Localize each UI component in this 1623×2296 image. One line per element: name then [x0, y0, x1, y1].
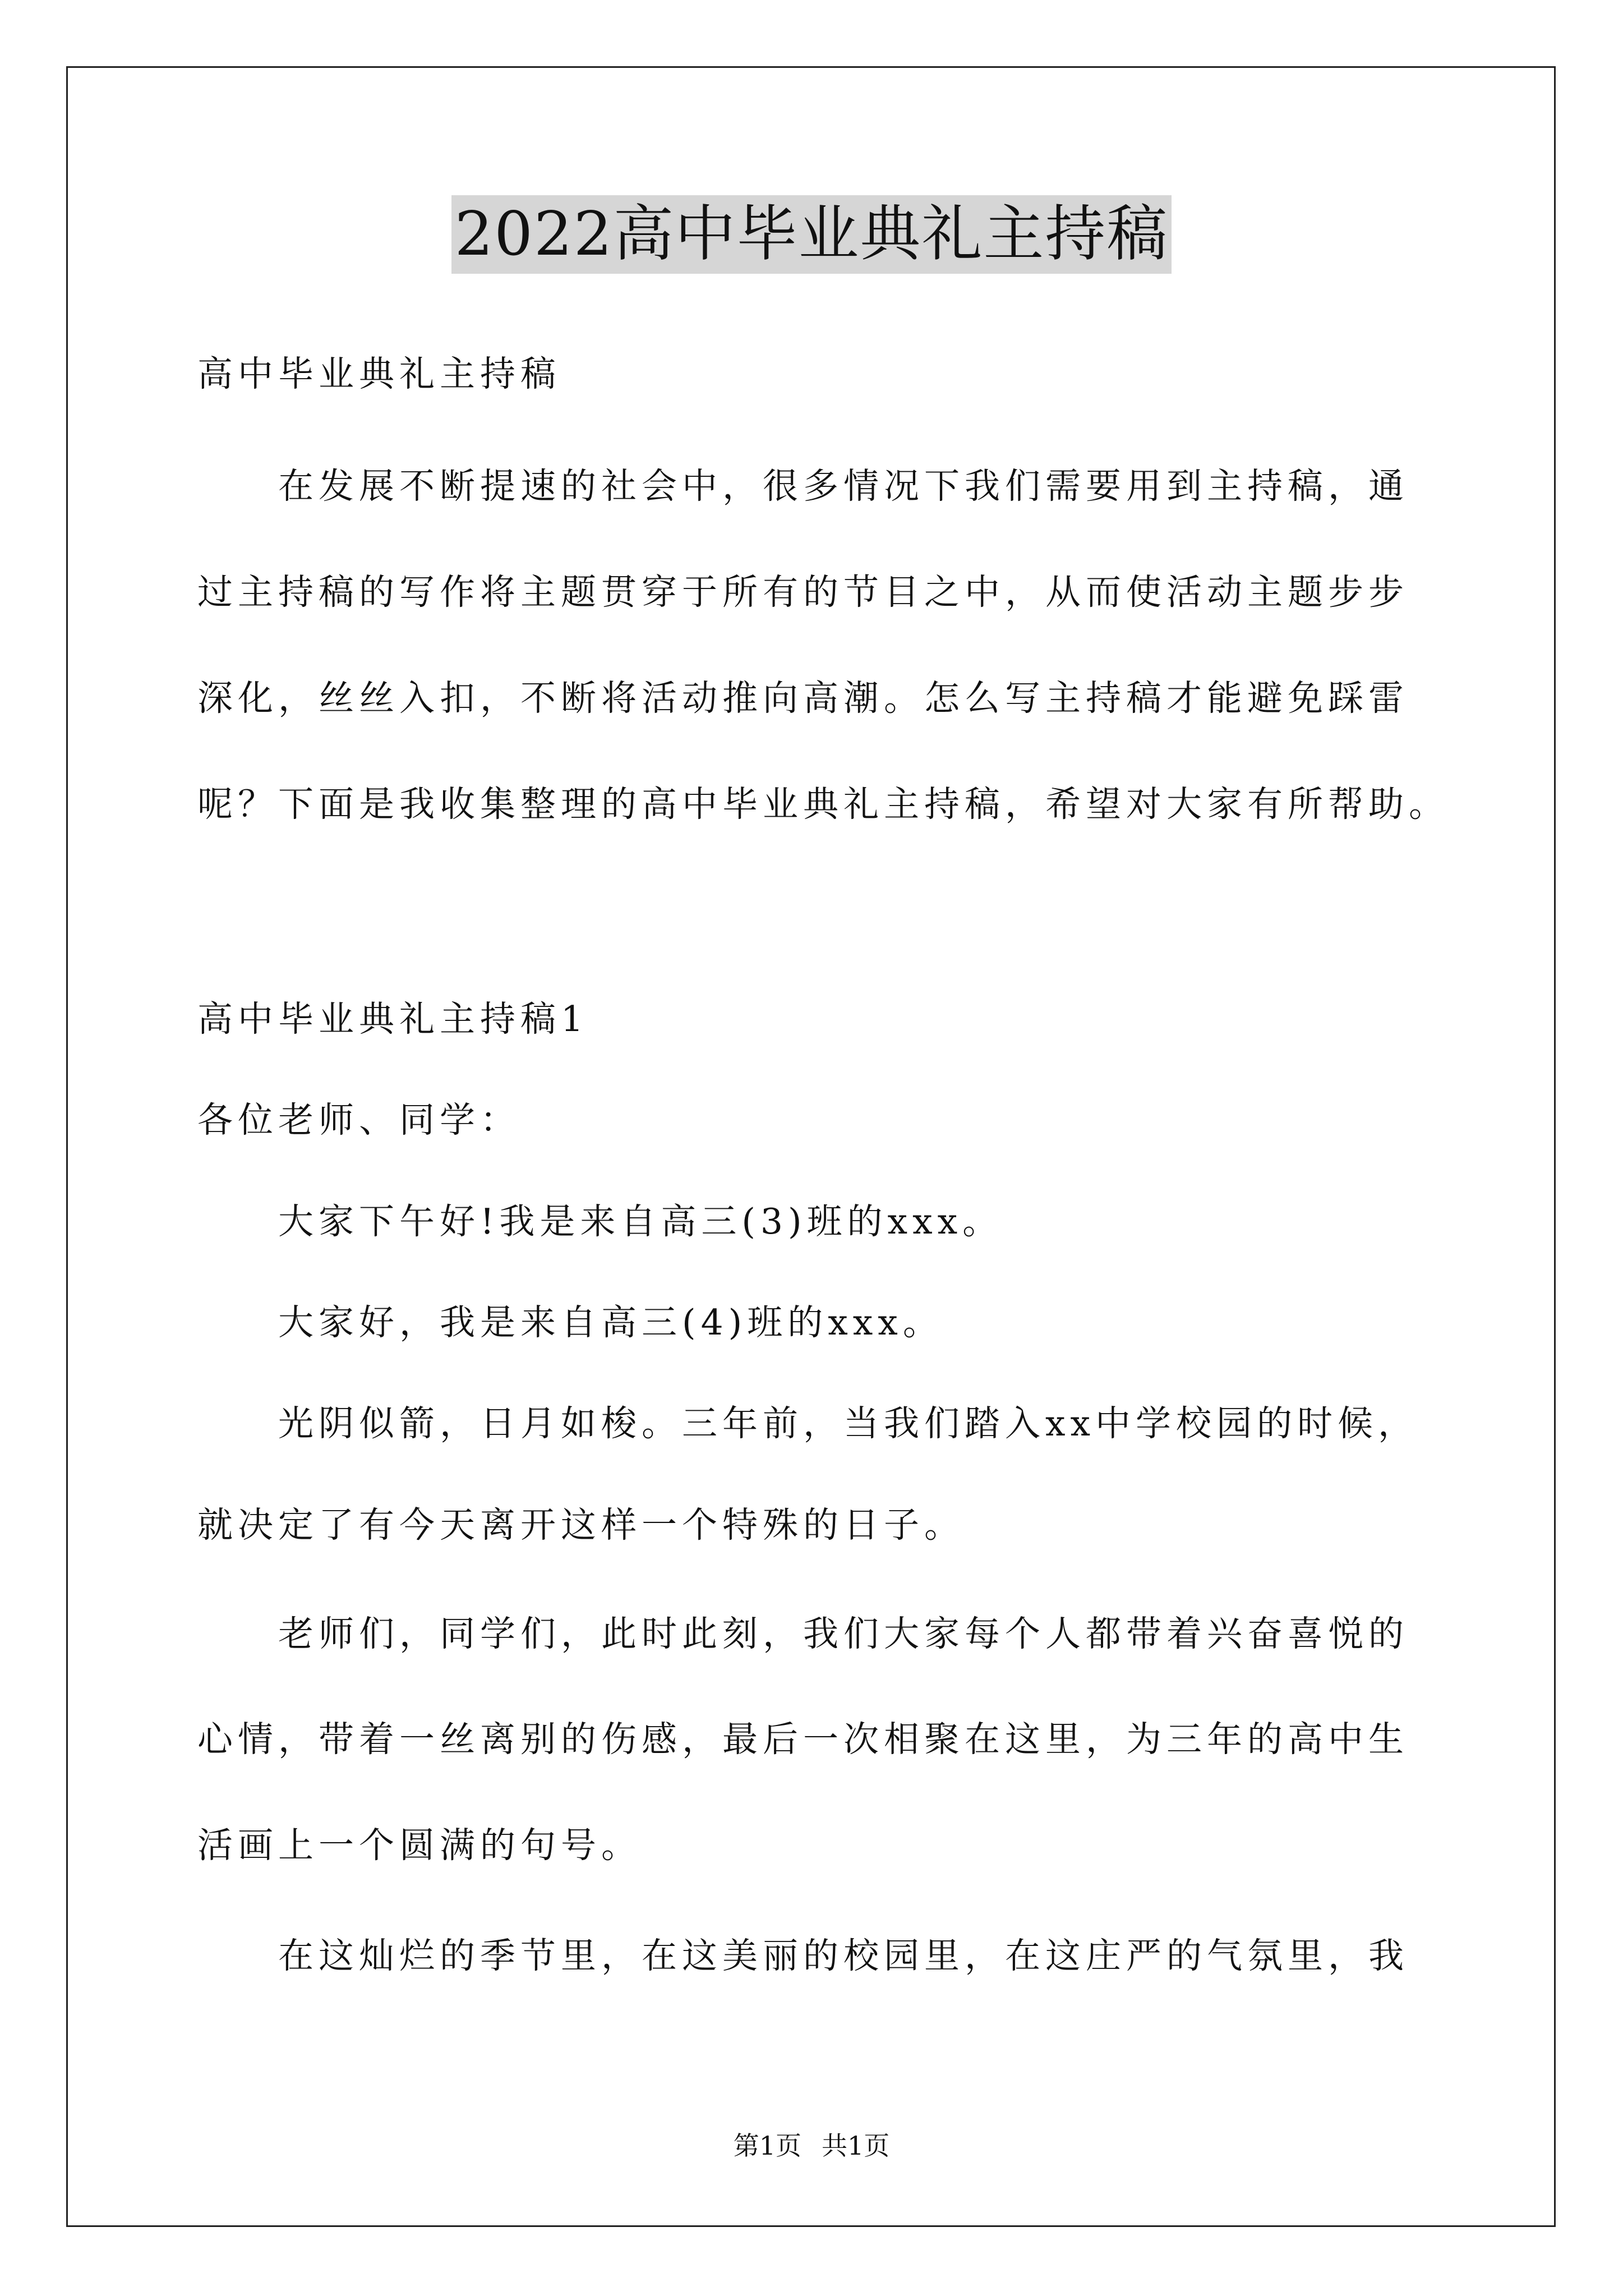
salutation-line: 各位老师、同学： — [197, 1099, 520, 1140]
paragraph-line: 呢？下面是我收集整理的高中毕业典礼主持稿，希望对大家有所帮助。 — [197, 784, 1449, 825]
paragraph-line: 在这灿烂的季节里，在这美丽的校园里，在这庄严的气氛里，我 — [197, 1935, 1409, 1976]
page-footer — [0, 2129, 1623, 2162]
paragraph-line: 大家好，我是来自高三(4)班的xxx。 — [197, 1302, 943, 1343]
paragraph-line: 就决定了有今天离开这样一个特殊的日子。 — [197, 1504, 965, 1545]
title-container — [0, 195, 1623, 274]
paragraph-line: 心情，带着一丝离别的伤感，最后一次相聚在这里，为三年的高中生 — [197, 1719, 1409, 1760]
paragraph-line: 活画上一个圆满的句号。 — [197, 1825, 642, 1866]
paragraph-line: 老师们，同学们，此时此刻，我们大家每个人都带着兴奋喜悦的 — [197, 1613, 1409, 1654]
page-number: 第1页 — [733, 2131, 801, 2161]
subtitle-line: 高中毕业典礼主持稿 — [197, 353, 561, 394]
document-title: 2022高中毕业典礼主持稿 — [451, 195, 1172, 274]
paragraph-line: 大家下午好!我是来自高三(3)班的xxx。 — [197, 1201, 1003, 1242]
paragraph-line: 过主持稿的写作将主题贯穿于所有的节目之中，从而使活动主题步步 — [197, 572, 1409, 613]
paragraph-line: 在发展不断提速的社会中，很多情况下我们需要用到主持稿，通 — [197, 466, 1409, 507]
section-heading: 高中毕业典礼主持稿1 — [197, 999, 589, 1039]
paragraph-line: 深化，丝丝入扣，不断将活动推向高潮。怎么写主持稿才能避免踩雷 — [197, 678, 1409, 719]
page-total: 共1页 — [822, 2131, 890, 2161]
paragraph-line: 光阴似箭，日月如梭。三年前，当我们踏入xx中学校园的时候， — [197, 1403, 1419, 1444]
